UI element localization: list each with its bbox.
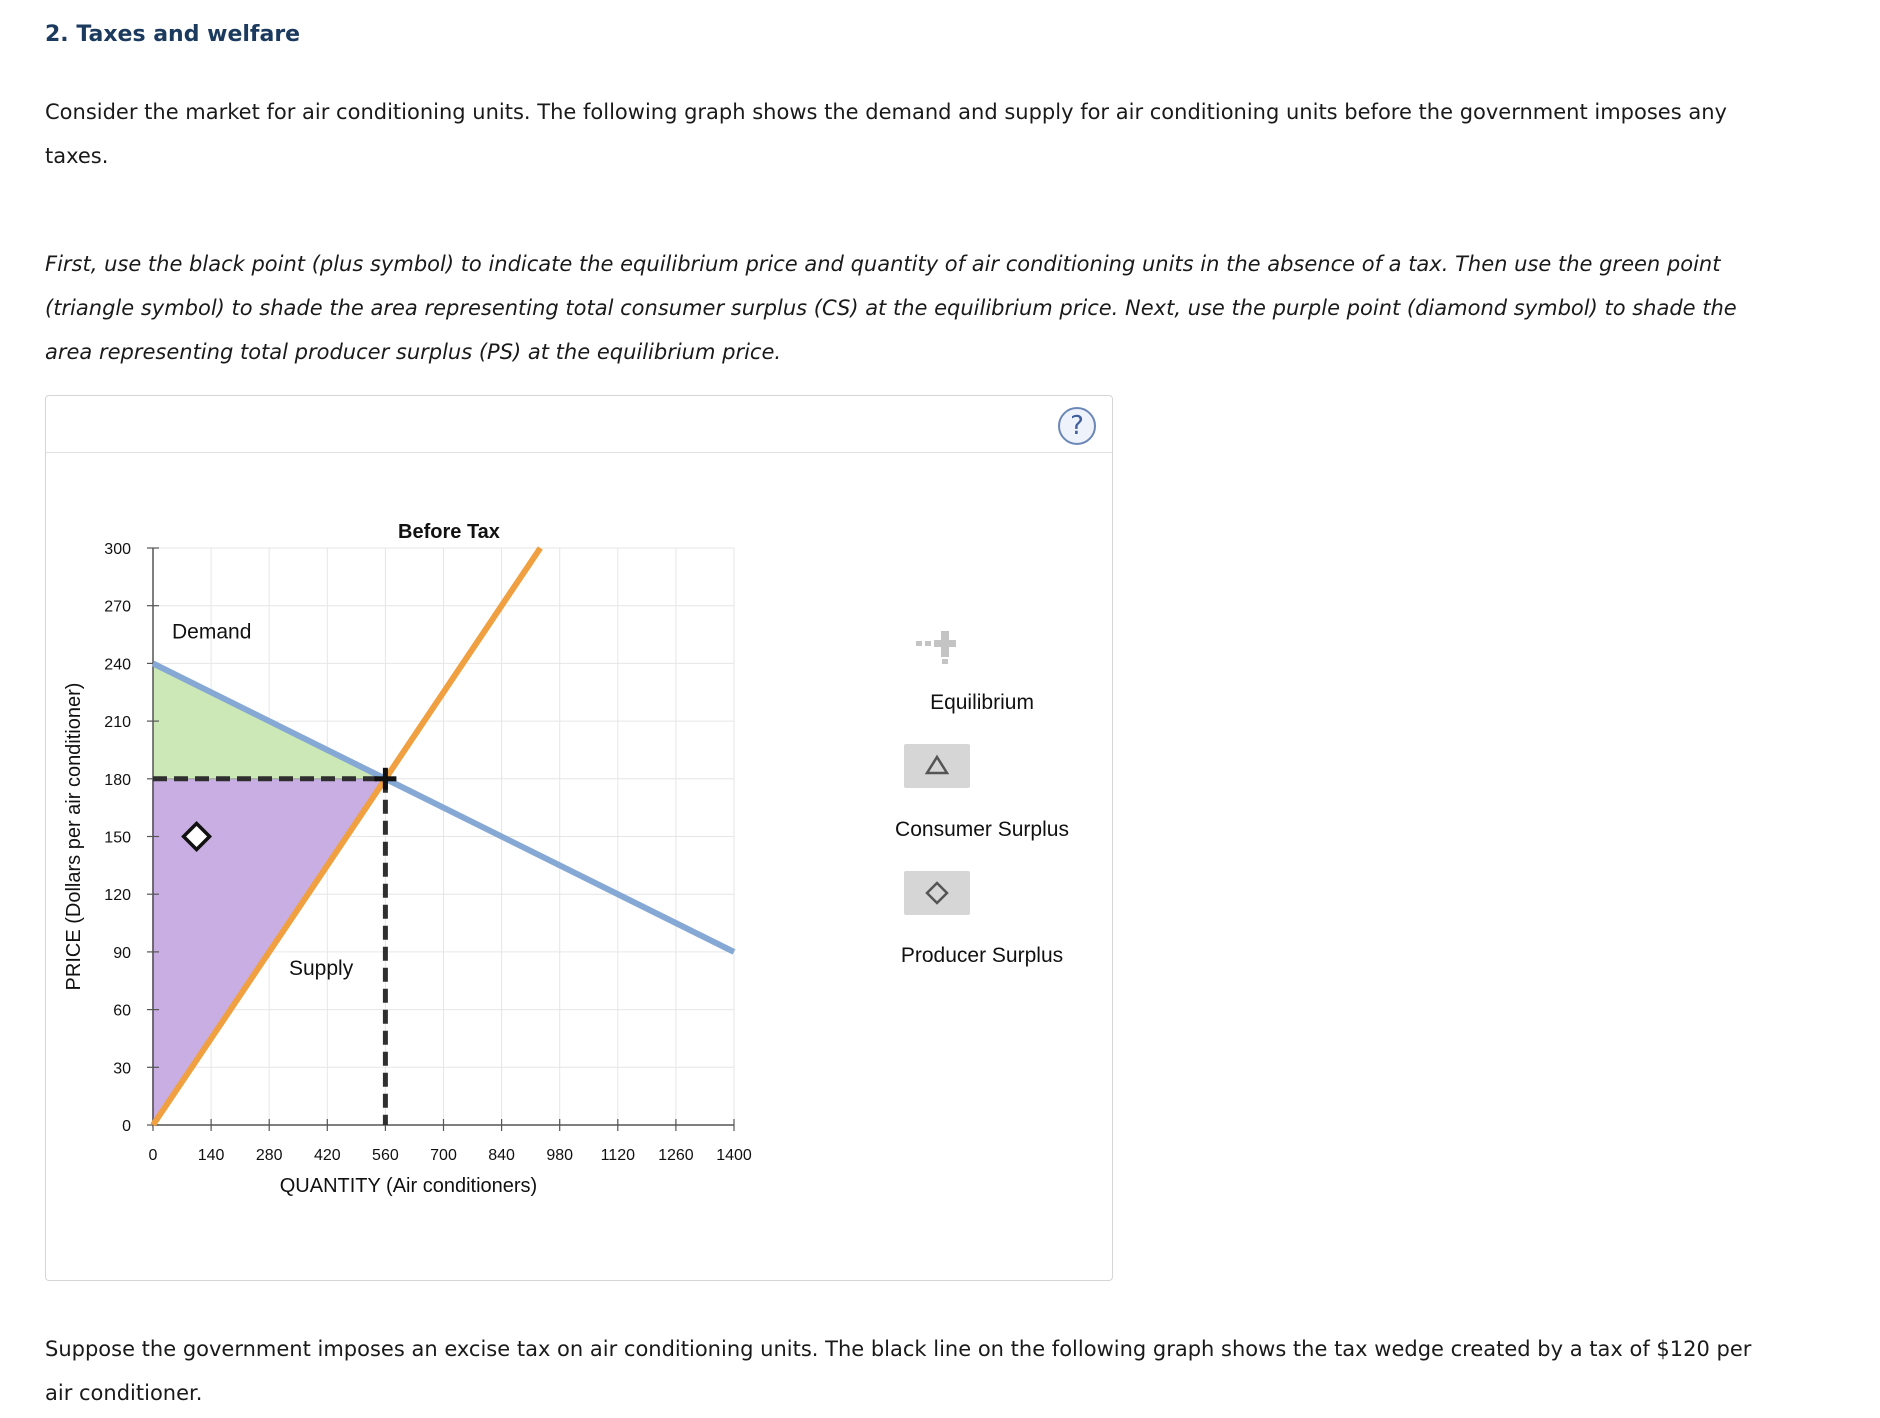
x-tick-label: 280 — [255, 1147, 283, 1164]
y-tick-label: 120 — [104, 887, 131, 905]
equilibrium-tool-label: Equilibrium — [930, 691, 1034, 714]
supply-label: Supply — [289, 956, 354, 980]
y-tick-label: 270 — [104, 598, 131, 616]
y-tick-label: 240 — [104, 656, 131, 674]
plus-icon — [908, 621, 968, 665]
graph-area[interactable] — [46, 452, 1112, 1280]
y-tick-label: 210 — [104, 714, 131, 732]
x-tick-label: 980 — [546, 1147, 574, 1164]
x-tick-label: 140 — [197, 1147, 225, 1164]
y-tick-label: 30 — [113, 1060, 131, 1078]
consumer-surplus-tool-label: Consumer Surplus — [895, 818, 1069, 841]
instructions-paragraph: First, use the black point (plus symbol) to indicate the equilibrium price and quantity of air conditioning units in the absence of a tax. Then use the green point (triangle symbol) to shade the area representing total consumer surplus (CS) at the equilibrium price. Next, use the purple point (diamond symbol) to shade the area representing total producer surplus (PS) at the equilibrium price. — [45, 252, 1737, 364]
y-tick-label: 60 — [113, 1002, 131, 1020]
producer-surplus-tool-button[interactable] — [904, 871, 970, 915]
x-tick-label: 1400 — [716, 1147, 752, 1164]
diamond-icon — [904, 871, 970, 915]
x-tick-label: 840 — [488, 1147, 515, 1164]
outro-paragraph: Suppose the government imposes an excise tax on air conditioning units. The black line on the following graph shows the tax wedge created by a tax of $120 per air conditioner. — [45, 1337, 1752, 1405]
y-tick-label: 150 — [104, 829, 131, 847]
intro-paragraph: Consider the market for air conditioning units. The following graph shows the demand and supply for air conditioning units before the government imposes any taxes. — [45, 100, 1727, 168]
y-tick-label: 180 — [104, 771, 131, 789]
x-tick-label: 0 — [148, 1147, 158, 1164]
tool-top-bar — [46, 396, 1112, 453]
question-title: 2. Taxes and welfare — [45, 22, 301, 47]
y-tick-label: 0 — [122, 1118, 131, 1135]
x-tick-label: 420 — [313, 1147, 341, 1164]
graph-tool-panel — [45, 395, 1113, 1281]
consumer-surplus-tool-button[interactable] — [904, 744, 970, 788]
equilibrium-plus-marker-bar — [374, 776, 396, 781]
demand-label: Demand — [172, 620, 252, 644]
triangle-icon — [904, 744, 970, 788]
x-tick-label: 1120 — [600, 1147, 636, 1164]
x-tick-label: 700 — [430, 1147, 457, 1164]
y-tick-label: 300 — [104, 541, 131, 558]
producer-surplus-tool-label: Producer Surplus — [900, 944, 1064, 967]
x-tick-label: 1260 — [658, 1147, 694, 1164]
help-button[interactable]: ? — [1058, 407, 1096, 445]
chart-title: Before Tax — [398, 521, 500, 543]
equilibrium-tool-button[interactable] — [908, 621, 968, 665]
x-axis-label: QUANTITY (Air conditioners) — [279, 1175, 538, 1197]
y-tick-label: 90 — [113, 944, 131, 962]
x-tick-label: 560 — [372, 1147, 399, 1164]
y-axis-label: PRICE (Dollars per air conditioner) — [63, 682, 85, 991]
